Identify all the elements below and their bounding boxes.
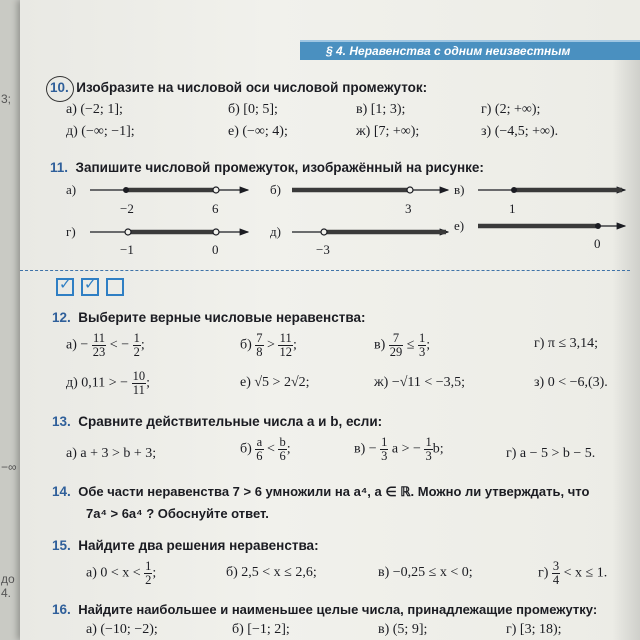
exercise-text: Обе части неравенства 7 > 6 умножили на a⁴, a ∈ ℝ. Можно ли утверждать, что <box>78 484 590 499</box>
interval-item: ж) [7; +∞); <box>356 124 420 139</box>
inequality-13c: в) − $\frac{1}{3}$ a > − $\frac{1}{3}$ b; <box>354 435 444 463</box>
exercise-title: Изобразите на числовой оси числовой промежуток: <box>76 80 428 95</box>
exercise-title: Сравните действительные числа a и b, если: <box>78 414 383 429</box>
exercise-number: 15. <box>52 538 71 553</box>
interval-item: а) (−10; −2); <box>86 622 158 637</box>
fraction: $\frac{7}{8}$ <box>256 331 263 359</box>
inequality-12a: а) − $\frac{11}{23}$ < − $\frac{1}{2}$ ; <box>66 331 145 359</box>
section-header: § 4. Неравенства с одним неизвестным <box>300 42 640 60</box>
inequality-13d: г) a − 5 > b − 5. <box>506 446 596 461</box>
figure-label: е) <box>454 218 465 233</box>
interval-item: в) (5; 9]; <box>378 622 428 637</box>
number-line-c <box>478 187 625 216</box>
interval-item: г) [3; 18); <box>506 622 562 637</box>
inequality-15b: б) 2,5 < x ≤ 2,6; <box>226 565 317 580</box>
interval-item: б) [−1; 2]; <box>232 622 290 637</box>
exercise-number: 10. <box>50 80 69 95</box>
figure-label: а) <box>66 182 77 197</box>
inequality-15c: в) −0,25 ≤ x < 0; <box>378 565 473 580</box>
empty-box-icon <box>106 278 124 296</box>
interval-item: б) [0; 5]; <box>228 102 278 117</box>
margin-fragment: −∞ <box>1 460 17 474</box>
exercise-number: 13. <box>52 414 71 429</box>
exercise-title: Найдите наибольшее и наименьшее целые числа, принадлежащие промежутку: <box>78 602 598 617</box>
item-label: а) <box>66 337 77 353</box>
number-line-figures <box>0 0 640 270</box>
inequality-12e: д) 0,11 > − $\frac{10}{11}$ ; <box>66 369 150 397</box>
interval-item: е) (−∞; 4); <box>228 124 288 139</box>
inequality-13b: б) $\frac{a}{6}$ < $\frac{b}{6}$ ; <box>240 435 291 463</box>
inequality-12d: г) π ≤ 3,14; <box>534 336 599 351</box>
fraction: $\frac{1}{2}$ <box>133 331 140 359</box>
number-line-e <box>292 229 448 257</box>
fraction: $\frac{11}{23}$ <box>92 331 106 359</box>
fraction: $\frac{1}{3}$ <box>425 435 432 463</box>
exercise-title: Запишите числовой промежуток, изображённый на рисунке: <box>75 160 484 175</box>
tick-label: 3 <box>405 201 412 216</box>
checked-box-icon: ✓ <box>81 278 99 296</box>
figure-label: в) <box>454 182 465 197</box>
checked-box-icon: ✓ <box>56 278 74 296</box>
exercise-13-heading <box>52 414 382 431</box>
tick-label: 6 <box>212 201 219 216</box>
exercise-14-heading <box>52 484 589 501</box>
difficulty-markers <box>56 275 127 296</box>
figure-label: г) <box>66 224 76 239</box>
exercise-15-heading <box>52 538 319 555</box>
interval-item: з) (−4,5; +∞). <box>481 124 559 139</box>
fraction: $\frac{11}{12}$ <box>279 331 292 359</box>
exercise-16-heading <box>52 602 597 619</box>
number-line-b <box>292 187 448 216</box>
inequality-12b: б) $\frac{7}{8}$ > $\frac{11}{12}$ ; <box>240 331 297 359</box>
level-separator <box>20 270 630 271</box>
margin-fragment: 3; <box>1 92 12 106</box>
number-line-f <box>478 223 625 251</box>
exercise-number: 14. <box>52 484 71 499</box>
interval-item: г) (2; +∞); <box>481 102 541 117</box>
inequality-12h: з) 0 < −6,(3). <box>534 375 608 390</box>
number-line-d <box>90 229 248 257</box>
exercise-number: 12. <box>52 310 71 325</box>
fraction: $\frac{3}{4}$ <box>552 559 560 587</box>
fraction: $\frac{1}{2}$ <box>145 559 152 587</box>
figure-label: б) <box>270 182 281 197</box>
inequality-12f: е) √5 > 2√2; <box>240 375 310 390</box>
exercise-12-heading <box>52 310 365 327</box>
inequality-15a: а) 0 < x < $\frac{1}{2}$ ; <box>86 559 157 587</box>
number-line-a <box>90 187 248 216</box>
tick-label: −1 <box>120 242 134 257</box>
inequality-12c: в) $\frac{7}{29}$ ≤ $\frac{1}{3}$ ; <box>374 331 431 359</box>
fraction: $\frac{10}{11}$ <box>132 369 146 397</box>
inequality-15d: г) $\frac{3}{4}$ < x ≤ 1. <box>538 559 608 587</box>
tick-label: −2 <box>120 201 134 216</box>
fraction: $\frac{7}{29}$ <box>389 331 403 359</box>
figure-label: д) <box>270 224 281 239</box>
exercise-number: 11. <box>50 160 69 175</box>
exercise-text-line2: 7a⁴ > 6a⁴ ? Обоснуйте ответ. <box>86 506 269 521</box>
inequality-12g: ж) −√11 < −3,5; <box>374 375 466 390</box>
margin-fragment: до 4. <box>1 572 15 600</box>
fraction: $\frac{b}{6}$ <box>279 435 286 463</box>
fraction: $\frac{1}{3}$ <box>418 331 426 359</box>
interval-item: д) (−∞; −1]; <box>66 124 135 139</box>
exercise-number: 16. <box>52 602 71 617</box>
interval-item: в) [1; 3); <box>356 102 406 117</box>
interval-item: а) (−2; 1]; <box>66 102 123 117</box>
item-label: б) <box>240 337 252 353</box>
item-label: в) <box>374 337 386 353</box>
inequality-13a: а) a + 3 > b + 3; <box>66 446 157 461</box>
tick-label: 1 <box>509 201 516 216</box>
fraction: $\frac{a}{6}$ <box>256 435 263 463</box>
exercise-title: Найдите два решения неравенства: <box>78 538 319 553</box>
tick-label: 0 <box>212 242 219 257</box>
exercise-title: Выберите верные числовые неравенства: <box>78 310 366 325</box>
tick-label: 0 <box>594 236 601 251</box>
tick-label: −3 <box>316 242 330 257</box>
fraction: $\frac{1}{3}$ <box>381 435 388 463</box>
